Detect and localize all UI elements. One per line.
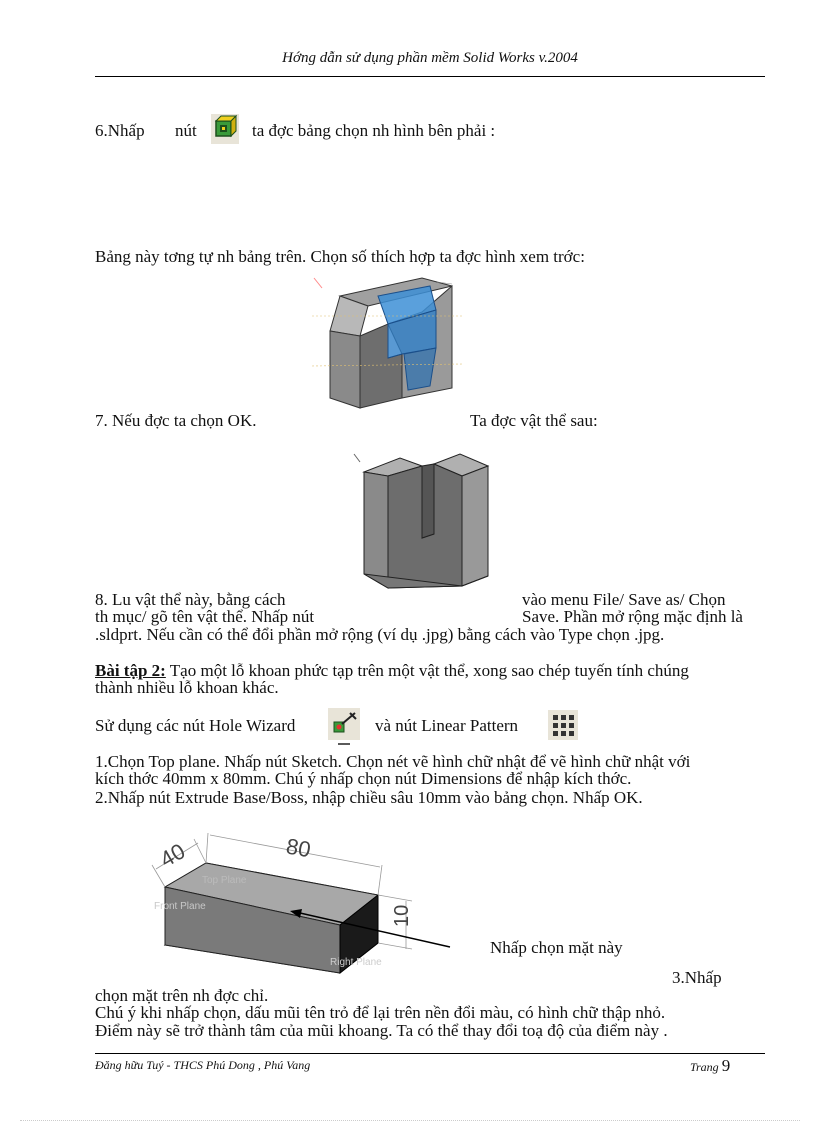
exercise2-line2: thành nhiều lỗ khoan khác. — [95, 678, 279, 697]
extruded-box-figure — [150, 825, 610, 990]
preview-figure — [312, 276, 462, 421]
instruction-1: 1.Chọn Top plane. Nhấp nút Sketch. Chọn nét vẽ hình chữ nhật để vẽ hình chữ nhật với — [95, 752, 691, 771]
footer-rule — [95, 1053, 765, 1054]
instruction-3: 2.Nhấp nút Extrude Base/Boss, nhập chiều sâu 10mm vào bảng chọn. Nhấp OK. — [95, 788, 643, 807]
footer-author: Đăng hữu Tuý - THCS Phú Dong , Phú Vang — [95, 1058, 311, 1072]
step8-line1-right: vào menu File/ Save as/ Chọn — [522, 590, 726, 609]
step6-suffix: ta đợc bảng chọn nh hình bên phải : — [252, 121, 496, 140]
step3-line1: chọn mặt trên nh đợc chỉ. — [95, 986, 269, 1005]
step3-right: 3.Nhấp — [672, 968, 722, 987]
exercise2-title: Bài tập 2: — [95, 661, 166, 680]
plane-top-label: Top Plane — [202, 875, 247, 886]
view-orientation-icon — [211, 114, 239, 149]
instruction-2: kích thớc 40mm x 80mm. Chú ý nhấp chọn nút Dimensions để nhập kích thớc. — [95, 769, 632, 788]
dim-length-label: 80 — [284, 833, 313, 863]
step8-line1-left: 8. Lu vật thể này, bằng cách — [95, 590, 286, 609]
page-header: Hớng dẫn sử dụng phần mềm Solid Works v.2004 — [282, 50, 578, 66]
tools-middle: và nút Linear Pattern — [375, 716, 519, 735]
step6-nut: nút — [175, 121, 197, 140]
footer-page-number: 9 — [721, 1056, 731, 1075]
step8-line2-left: th mục/ gõ tên vật thể. Nhấp nút — [95, 607, 315, 626]
step6-prefix: 6.Nhấp — [95, 121, 145, 140]
step3-line2: Chú ý khi nhấp chọn, dấu mũi tên trỏ để lại trên nền đổi màu, có hình chữ thập nhỏ. — [95, 1003, 666, 1022]
footer-page — [690, 1056, 730, 1076]
tools-prefix: Sử dụng các nút Hole Wizard — [95, 716, 296, 735]
page-bottom-edge — [20, 1120, 800, 1121]
linear-pattern-icon[interactable] — [548, 710, 578, 745]
header-rule — [95, 76, 765, 77]
result-solid-figure — [350, 448, 500, 603]
dim-width-label: 40 — [155, 838, 190, 873]
step8-line2-right: Save. Phần mở rộng mặc định là — [522, 607, 743, 626]
step3-line3: Điểm này sẽ trở thành tâm của mũi khoang. Ta có thể thay đổi toạ độ của điểm này . — [95, 1021, 668, 1040]
callout-label: Nhấp chọn mặt này — [490, 938, 623, 957]
para-preview: Bảng này tơng tự nh bảng trên. Chọn số thích hợp ta đợc hình xem trớc: — [95, 247, 585, 266]
exercise2-line1: Tạo một lỗ khoan phức tạp trên một vật thể, xong sao chép tuyến tính chúng — [169, 661, 689, 680]
footer-page-label: Trang — [690, 1060, 719, 1074]
plane-right-label: Right Plane — [330, 957, 382, 968]
hole-wizard-icon[interactable] — [328, 708, 360, 753]
dim-height-label: 10 — [391, 904, 413, 927]
plane-front-label: Front Plane — [154, 901, 206, 912]
step7-left: 7. Nếu đợc ta chọn OK. — [95, 411, 257, 430]
step8-line3: .sldprt. Nếu cần có thể đổi phần mở rộng (ví dụ .jpg) bằng cách vào Type chọn .jpg. — [95, 625, 665, 644]
step7-right: Ta đợc vật thể sau: — [470, 411, 598, 430]
